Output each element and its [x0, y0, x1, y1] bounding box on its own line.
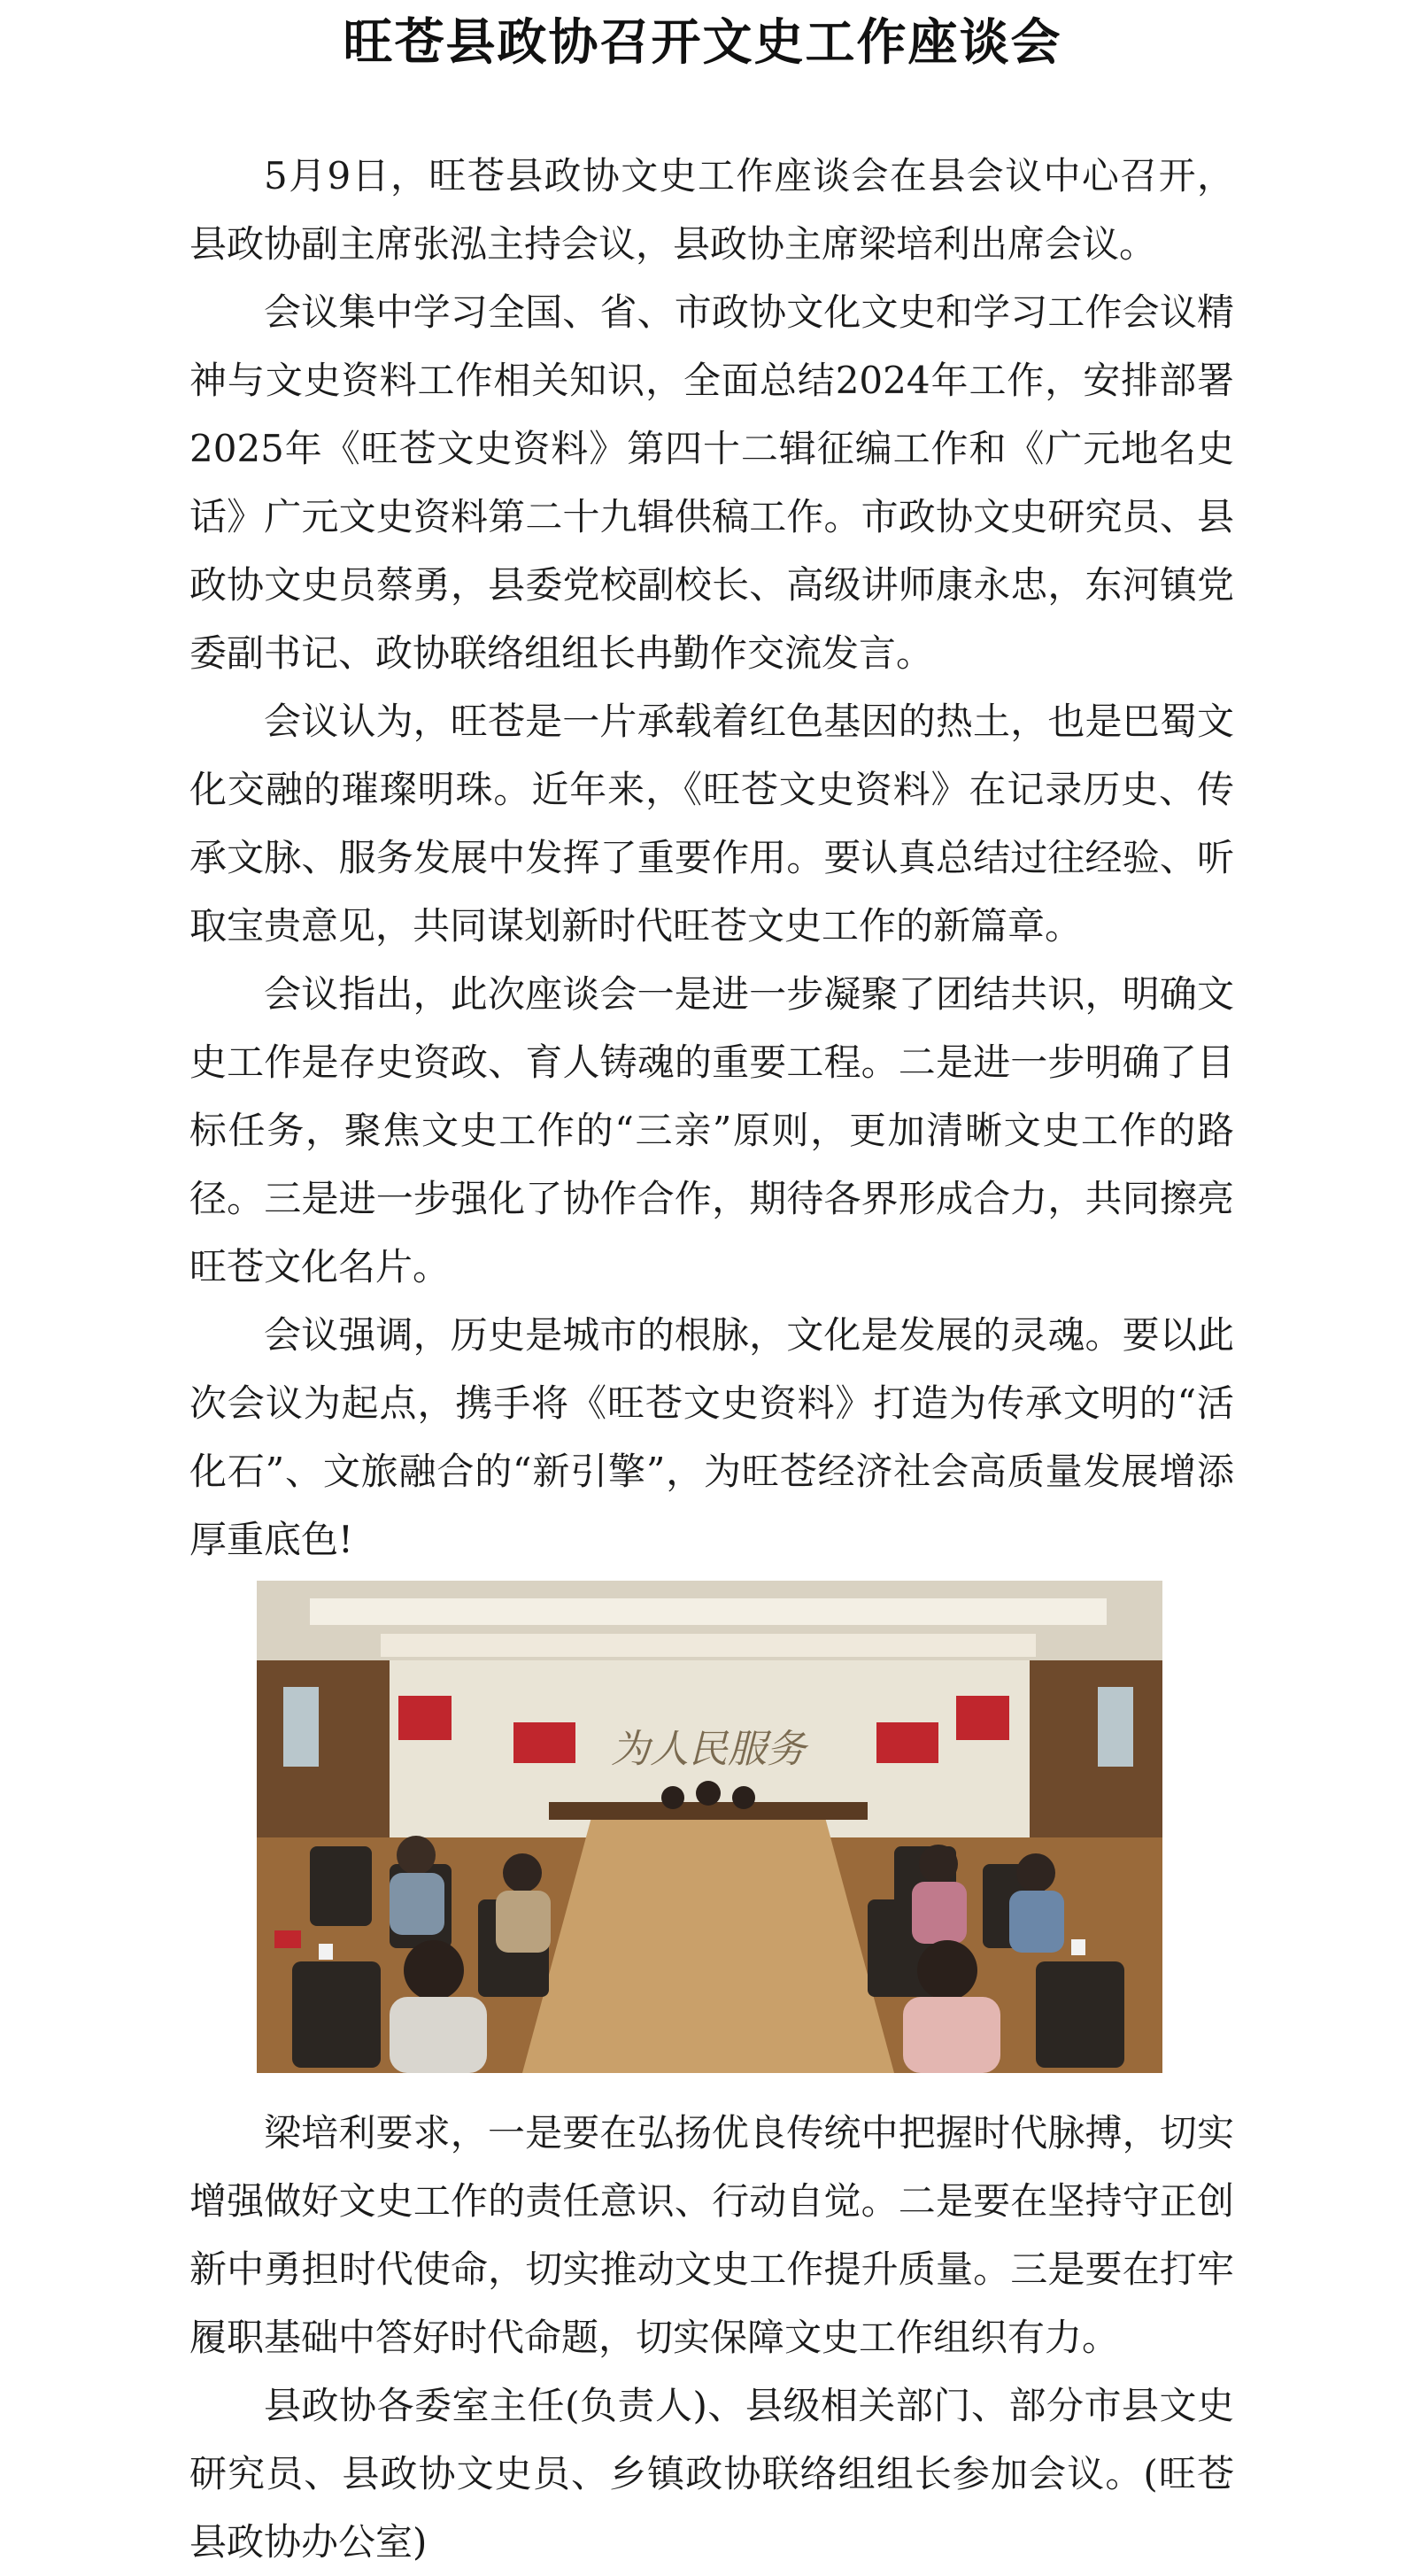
article-title: 旺苍县政协召开文史工作座谈会	[343, 13, 1062, 72]
meeting-photo	[257, 1581, 1162, 2073]
banner-calligraphy: 为人民服务	[611, 1727, 806, 1772]
article-body-bottom	[189, 2099, 1234, 2576]
paragraph: 会议认为，旺苍是一片承载着红色基因的热土，也是巴蜀文化交融的璀璨明珠。近年来，《旺苍文史资料》在记录历史、传承文脉、服务发展中发挥了重要作用。要认真总结过往经验、听取宝贵意见，共同谋划新时代旺苍文史工作的新篇章。	[189, 700, 1234, 948]
paragraph: 5月9日，旺苍县政协文史工作座谈会在县会议中心召开，县政协副主席张泓主持会议，县政协主席梁培利出席会议。	[189, 154, 1234, 266]
paragraph: 梁培利要求，一是要在弘扬优良传统中把握时代脉搏，切实增强做好文史工作的责任意识、行动自觉。二是要在坚持守正创新中勇担时代使命，切实推动文史工作提升质量。三是要在打牢履职基础中答好时代命题，切实保障文史工作组织有力。	[189, 2111, 1234, 2359]
paragraph: 会议强调，历史是城市的根脉，文化是发展的灵魂。要以此次会议为起点，携手将《旺苍文史资料》打造为传承文明的“活化石”、文旅融合的“新引擎”，为旺苍经济社会高质量发展增添厚重底色!	[189, 1313, 1234, 1561]
paragraph: 县政协各委室主任(负责人)、县级相关部门、部分市县文史研究员、县政协文史员、乡镇政协联络组组长参加会议。(旺苍县政协办公室)	[189, 2384, 1234, 2564]
paragraph: 会议指出，此次座谈会一是进一步凝聚了团结共识，明确文史工作是存史资政、育人铸魂的重要工程。二是进一步明确了目标任务，聚焦文史工作的“三亲”原则，更加清晰文史工作的路径。三是进一步强化了协作合作，期待各界形成合力，共同擦亮旺苍文化名片。	[189, 972, 1234, 1288]
paragraph: 会议集中学习全国、省、市政协文化文史和学习工作会议精神与文史资料工作相关知识，全面总结2024年工作，安排部署2025年《旺苍文史资料》第四十二辑征编工作和《广元地名史话》广元文史资料第二十九辑供稿工作。市政协文史研究员、县政协文史员蔡勇，县委党校副校长、高级讲师康永忠，东河镇党委副书记、政协联络组组长冉勤作交流发言。	[189, 290, 1234, 675]
article-body-top	[189, 142, 1234, 1574]
